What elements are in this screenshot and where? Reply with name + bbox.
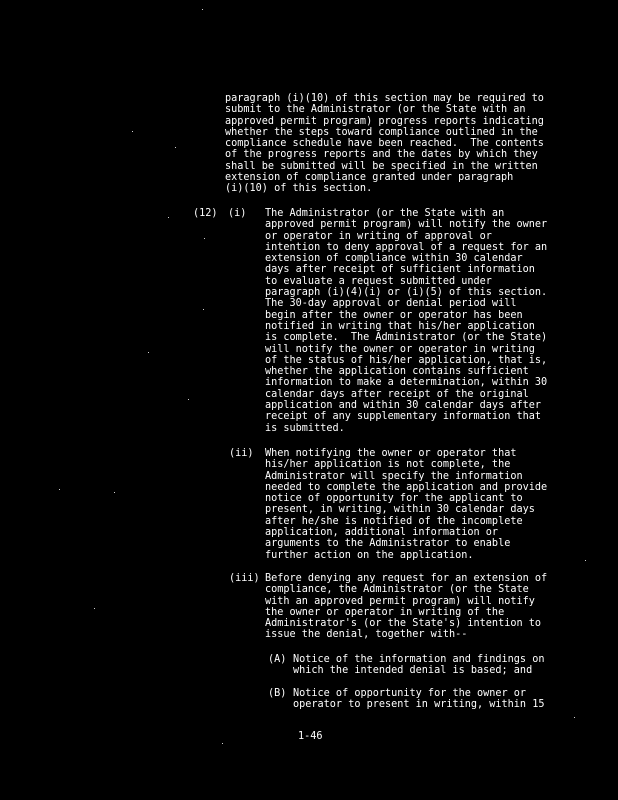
paragraph-12-i-label: (i) [228, 208, 247, 219]
paragraph-iii-label: (iii) [229, 573, 260, 584]
scan-speck [132, 131, 133, 132]
paragraph-12-i-text: The Administrator (or the State with an approved permit program) will notify the owner or operator in writing of approval or intention to deny approval of a request for an extension of compliance within 30 calendar days after receipt of sufficient information to evaluate a request submitted under paragraph (i)(4)(i) or (i)(5) of this section. The 30-day approval or denial period will begin after the owner or operator has been notified in writing that his/her application is complete. The Administrator (or the State) will notify the owner or operator in writing of the status of his/her application, that is, whether the application contains sufficient information to make a determination, within 30 calendar days after receipt of the original application and within 30 calendar days after receipt of any supplementary information that is submitted. [265, 208, 548, 434]
scan-speck [585, 560, 586, 561]
page-number: 1-46 [298, 731, 323, 742]
intro-paragraph: paragraph (i)(10) of this section may be required to submit to the Administrator (or the State with an approved permit program) progress reports indicating whether the steps toward compliance outlined in the compliance schedule have been reached. The contents of the progress reports and the dates by which they shall be submitted will be specified in the written extension of compliance granted under paragraph (i)(10) of this section. [225, 93, 544, 195]
scan-speck [202, 9, 203, 10]
scan-speck [168, 217, 169, 218]
scan-speck [114, 492, 115, 493]
paragraph-12-label: (12) [193, 208, 218, 219]
item-a-label: (A) [268, 654, 287, 665]
scan-speck [94, 608, 95, 609]
item-b-label: (B) [268, 688, 287, 699]
scan-speck [222, 743, 223, 744]
item-a-text: Notice of the information and findings on which the intended denial is based; and [293, 654, 545, 677]
scan-speck [203, 309, 204, 310]
paragraph-ii-label: (ii) [229, 448, 254, 459]
item-b-text: Notice of opportunity for the owner or operator to present in writing, within 15 [293, 688, 545, 711]
scan-speck [204, 238, 205, 239]
scan-speck [574, 717, 575, 718]
scan-speck [188, 399, 189, 400]
scan-speck [148, 352, 149, 353]
scan-speck [175, 147, 176, 148]
scan-speck [59, 489, 60, 490]
paragraph-ii-text: When notifying the owner or operator that his/her application is not complete, the Administrator will specify the information needed to complete the application and provide notice of opportunity for the applicant to present, in writing, within 30 calendar days after he/she is notified of the incomplete application, additional information or arguments to the Administrator to enable further action on the application. [265, 448, 548, 561]
paragraph-iii-text: Before denying any request for an extension of compliance, the Administrator (or the State with an approved permit program) will notify the owner or operator in writing of the Administrator's (or the State's) intention to issue the denial, together with-- [265, 573, 548, 641]
